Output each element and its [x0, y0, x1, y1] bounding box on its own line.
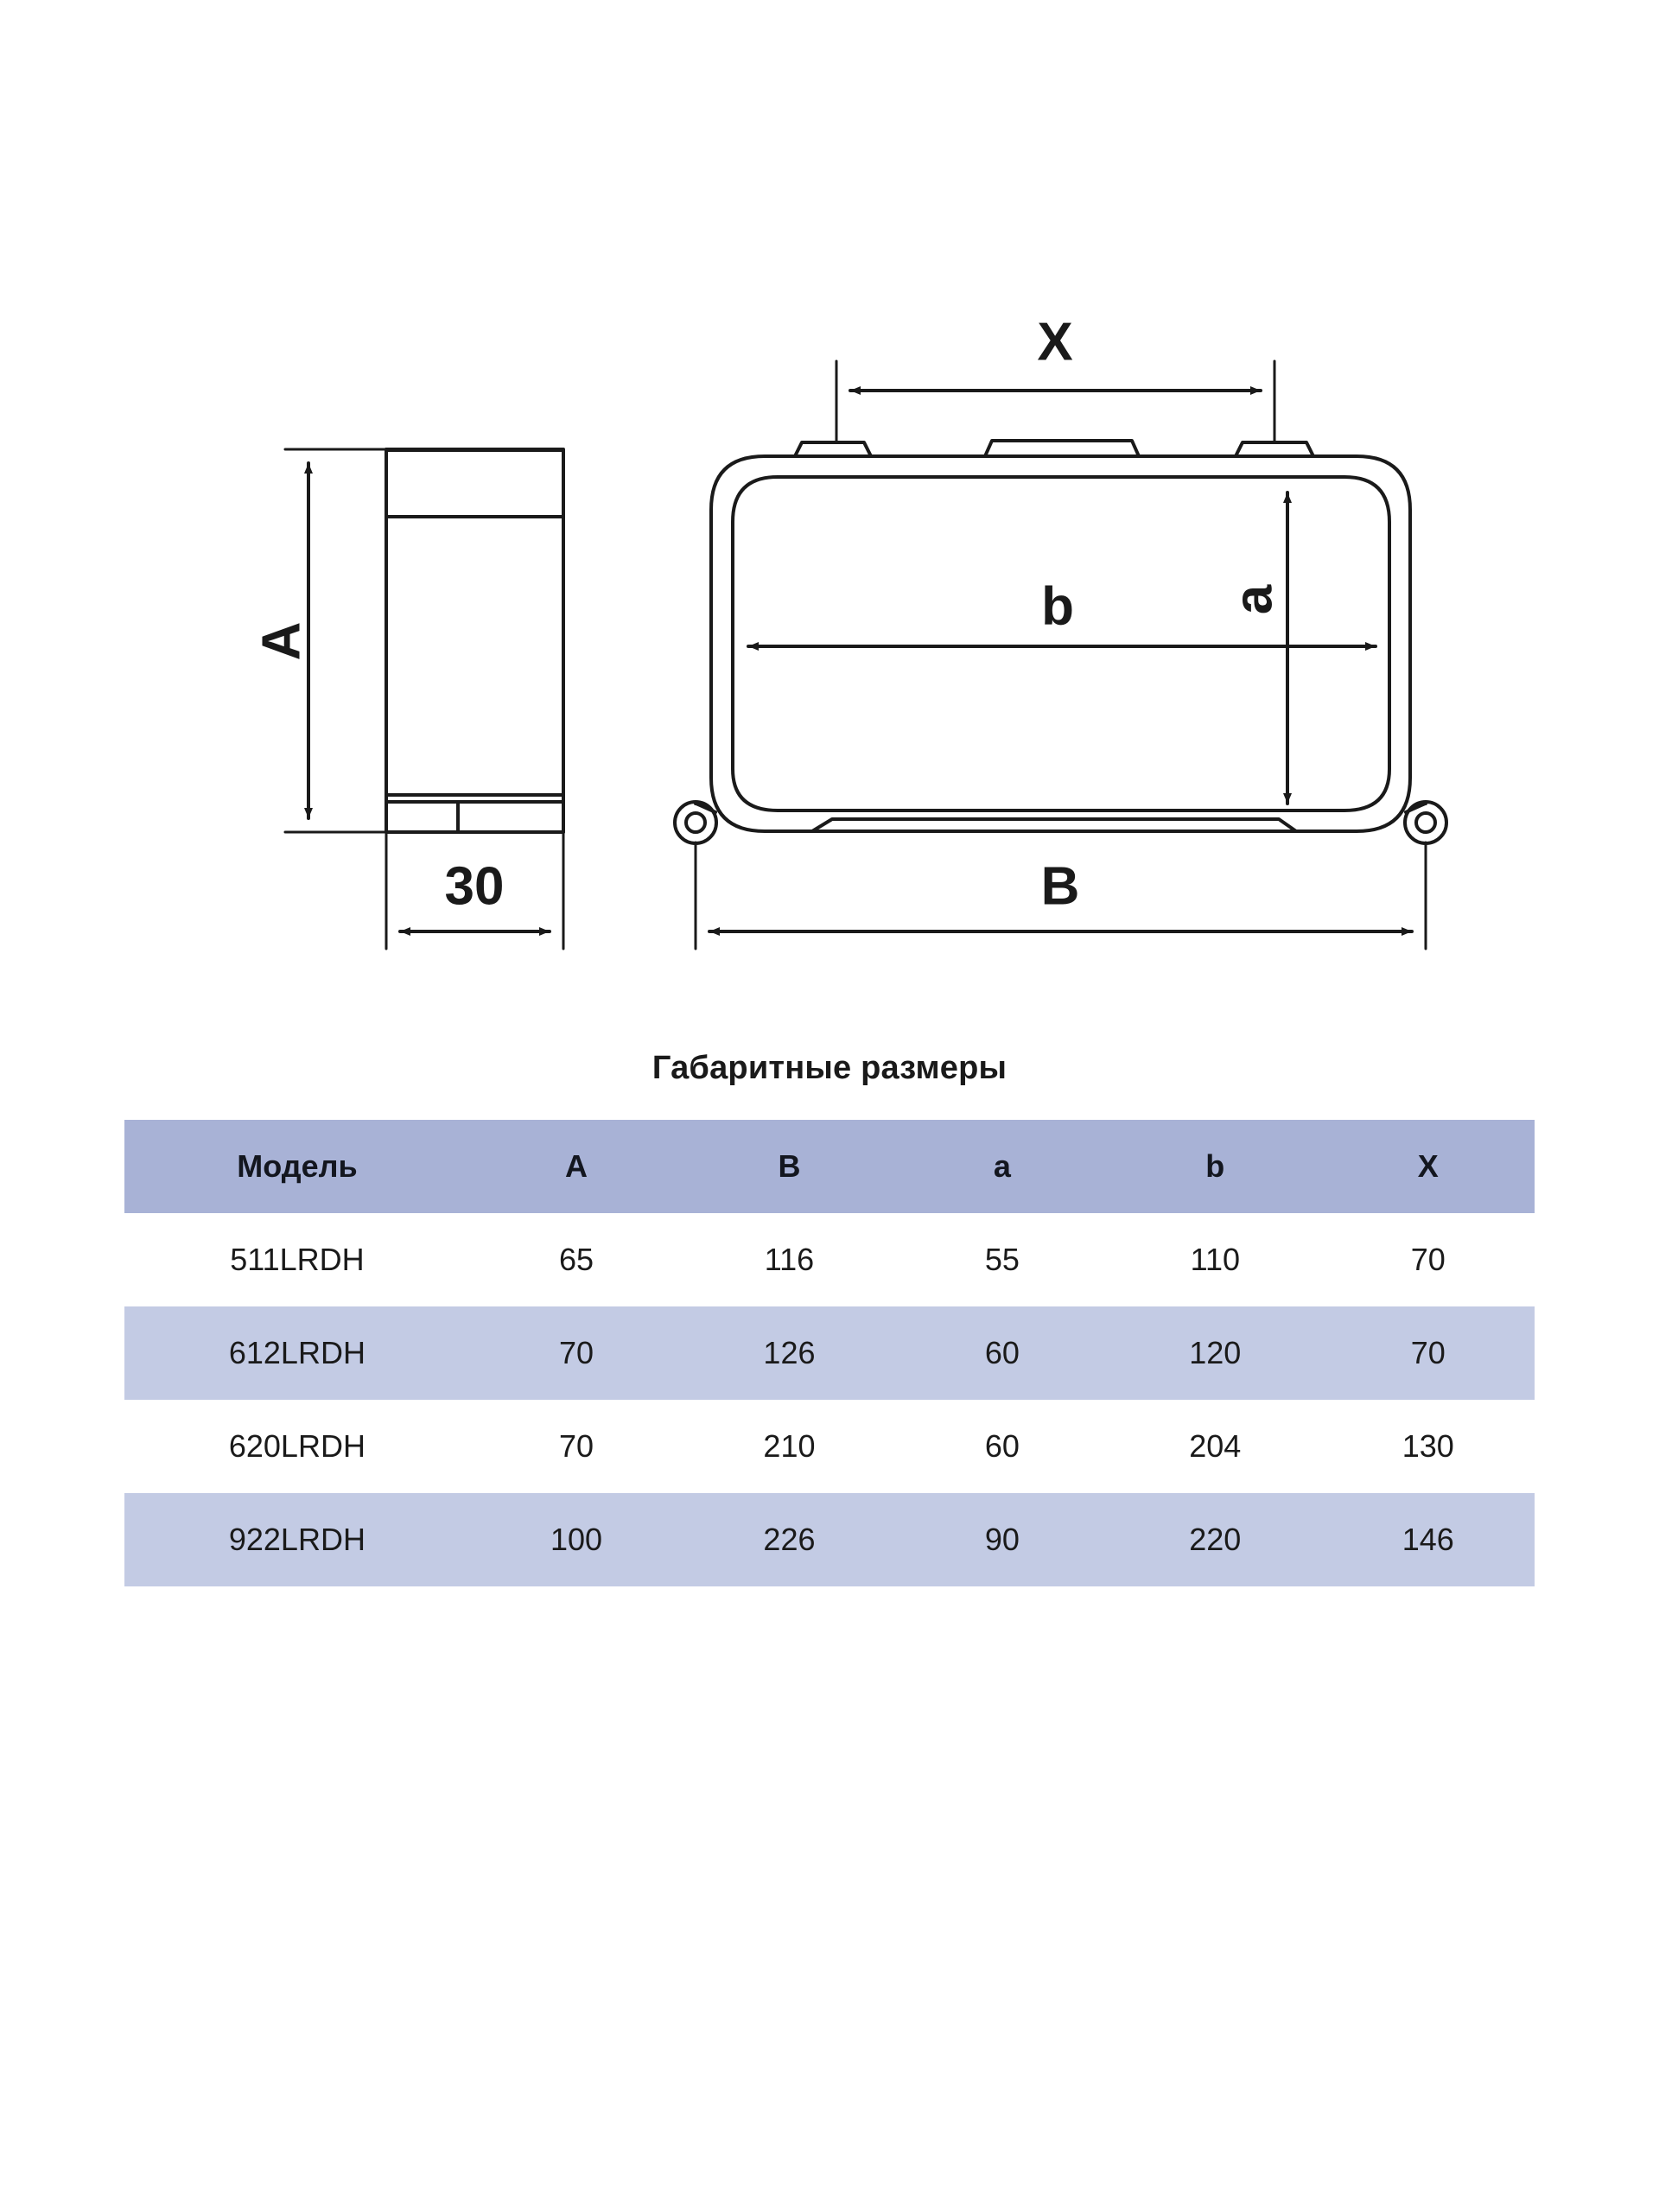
table-row [124, 1493, 1535, 1586]
cell-model: 922LRDH [124, 1493, 470, 1586]
column-header-a: a [896, 1120, 1109, 1213]
cell-model: 511LRDH [124, 1213, 470, 1306]
dimensions-section [0, 1050, 1659, 1586]
cell-b: 120 [1109, 1306, 1321, 1400]
table-row [124, 1213, 1535, 1306]
cell-model: 620LRDH [124, 1400, 470, 1493]
cell-a: 60 [896, 1306, 1109, 1400]
label-outer-B: B [1040, 856, 1080, 917]
column-header-A: A [470, 1120, 683, 1213]
cell-A: 65 [470, 1213, 683, 1306]
cell-a: 60 [896, 1400, 1109, 1493]
cell-X: 70 [1322, 1213, 1535, 1306]
column-header-B: B [683, 1120, 895, 1213]
cell-a: 55 [896, 1213, 1109, 1306]
cell-B: 126 [683, 1306, 895, 1400]
column-header-b: b [1109, 1120, 1321, 1213]
dimensions-table [124, 1120, 1535, 1586]
column-header-X: X [1322, 1120, 1535, 1213]
table-row [124, 1306, 1535, 1400]
cell-B: 116 [683, 1213, 895, 1306]
technical-drawing [0, 0, 1659, 1020]
label-height-A: A [251, 621, 312, 661]
label-width-X: X [1037, 312, 1073, 372]
table-title: Габаритные размеры [652, 1050, 1007, 1086]
cell-A: 70 [470, 1400, 683, 1493]
cell-X: 130 [1322, 1400, 1535, 1493]
cell-B: 226 [683, 1493, 895, 1586]
column-header-model: Модель [124, 1120, 470, 1213]
cell-X: 70 [1322, 1306, 1535, 1400]
cell-model: 612LRDH [124, 1306, 470, 1400]
table-header-row [124, 1120, 1535, 1213]
cell-b: 204 [1109, 1400, 1321, 1493]
table-row [124, 1400, 1535, 1493]
cell-b: 110 [1109, 1213, 1321, 1306]
cell-B: 210 [683, 1400, 895, 1493]
dimension-drawing-svg [0, 0, 1659, 1020]
label-depth-30: 30 [444, 856, 505, 917]
cell-X: 146 [1322, 1493, 1535, 1586]
cell-b: 220 [1109, 1493, 1321, 1586]
cell-a: 90 [896, 1493, 1109, 1586]
cell-A: 100 [470, 1493, 683, 1586]
label-inner-a: a [1224, 584, 1284, 615]
label-inner-b: b [1041, 576, 1074, 637]
cell-A: 70 [470, 1306, 683, 1400]
